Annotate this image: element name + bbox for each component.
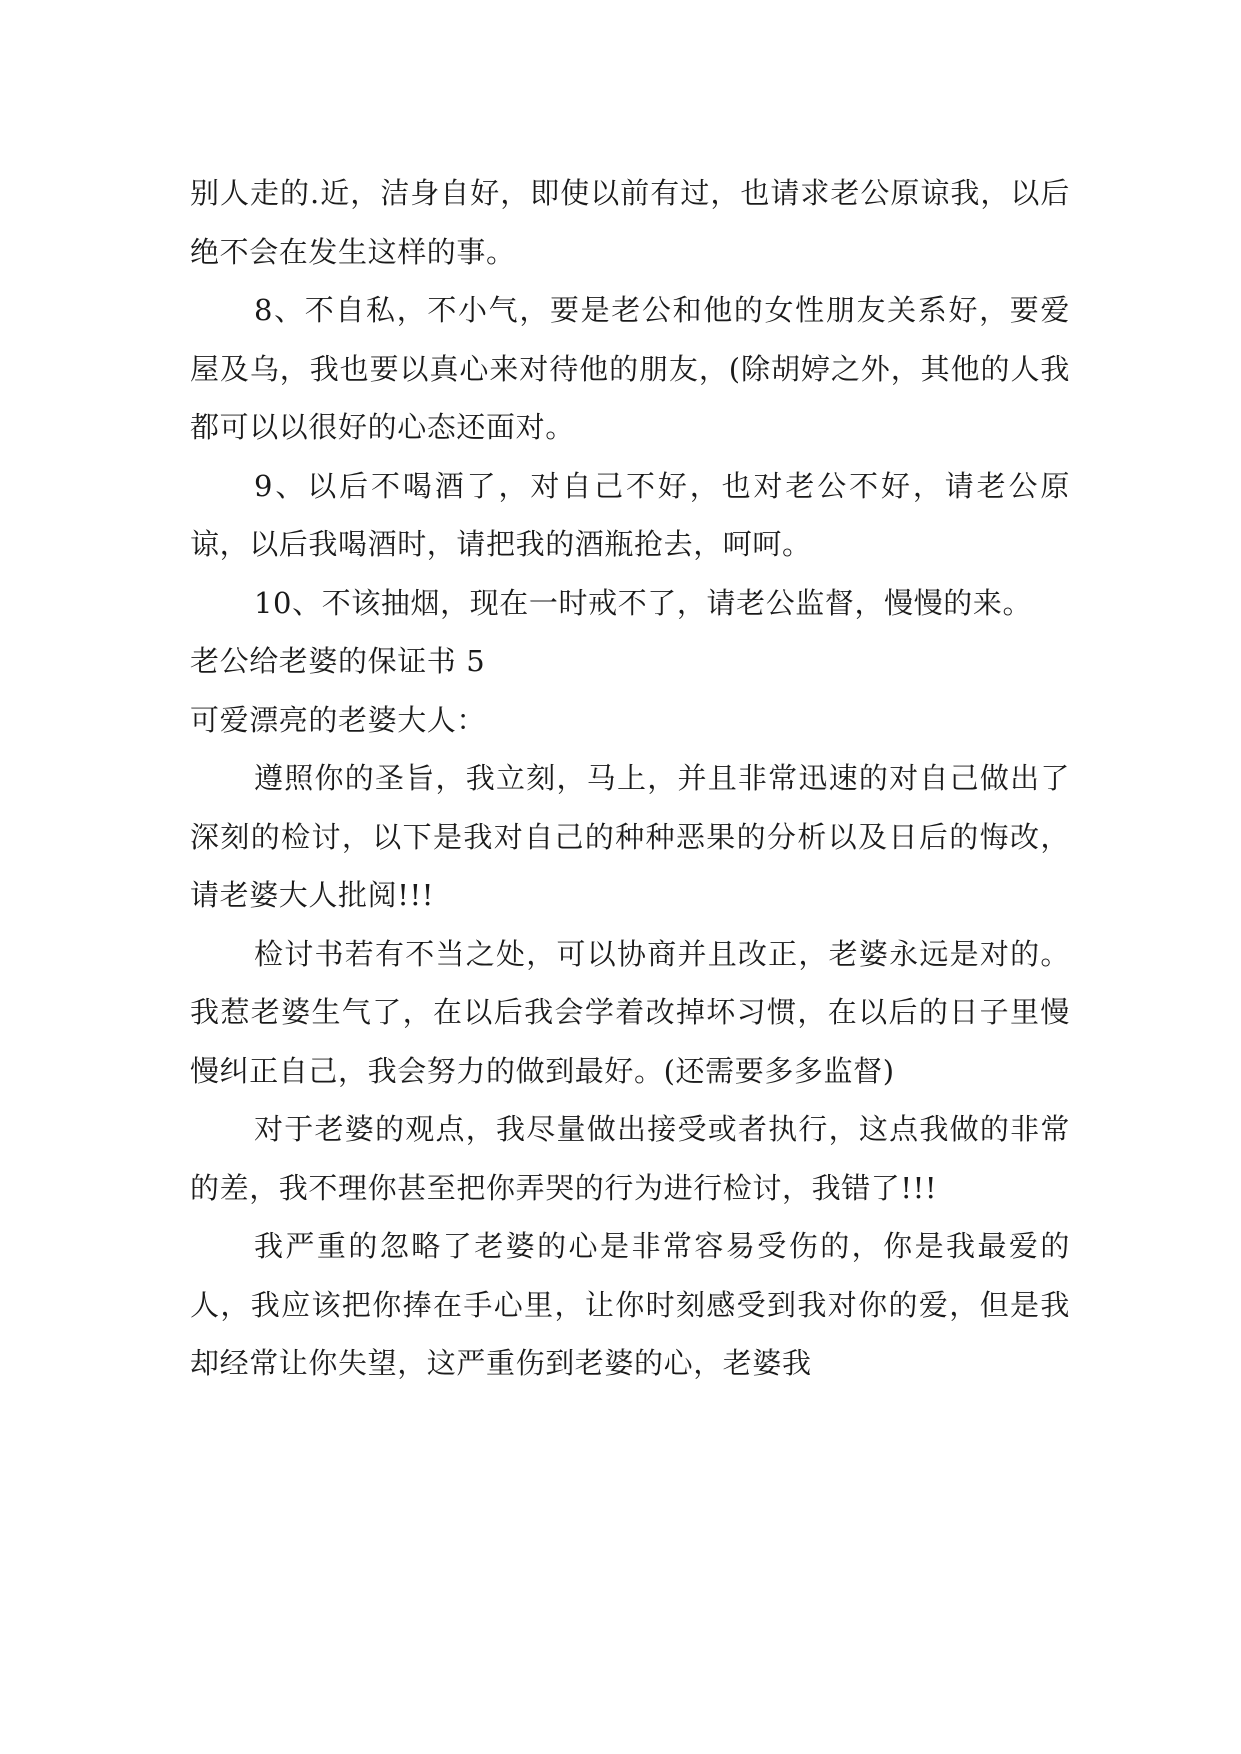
paragraph-item-9: 9、以后不喝酒了，对自己不好，也对老公不好，请老公原谅，以后我喝酒时，请把我的酒瓶抢去，呵呵。 xyxy=(190,468,1070,561)
paragraph-body-4: 我严重的忽略了老婆的心是非常容易受伤的，你是我最爱的人，我应该把你捧在手心里，让你时刻感受到我对你的爱，但是我却经常让你失望，这严重伤到老婆的心，老婆我 xyxy=(190,1229,1070,1380)
paragraph-item-10: 10、不该抽烟，现在一时戒不了，请老公监督，慢慢的来。 xyxy=(254,585,1033,620)
paragraph-item-8: 8、不自私，不小气，要是老公和他的女性朋友关系好，要爱屋及乌，我也要以真心来对待他的朋友，(除胡婷之外，其他的人我都可以以很好的心态还面对。 xyxy=(190,293,1070,444)
paragraph-body-2: 检讨书若有不当之处，可以协商并且改正，老婆永远是对的。 我惹老婆生气了，在以后我会学着改掉坏习惯，在以后的日子里慢慢纠正自己，我会努力的做到最好。(还需要多多监督) xyxy=(190,936,1070,1088)
document-body xyxy=(190,164,1070,1393)
paragraph-body-3: 对于老婆的观点，我尽量做出接受或者执行，这点我做的非常的差，我不理你甚至把你弄哭的行为进行检讨，我错了!!! xyxy=(190,1112,1070,1205)
paragraph-continuation: 别人走的.近，洁身自好，即使以前有过，也请求老公原谅我，以后绝不会在发生这样的事。 xyxy=(190,176,1070,269)
salutation: 可爱漂亮的老婆大人： xyxy=(190,702,487,737)
paragraph-body-1: 遵照你的圣旨，我立刻，马上，并且非常迅速的对自己做出了深刻的检讨，以下是我对自己的种种恶果的分析以及日后的悔改，请老婆大人批阅!!! xyxy=(190,761,1070,912)
section-heading: 老公给老婆的保证书 5 xyxy=(190,644,486,678)
